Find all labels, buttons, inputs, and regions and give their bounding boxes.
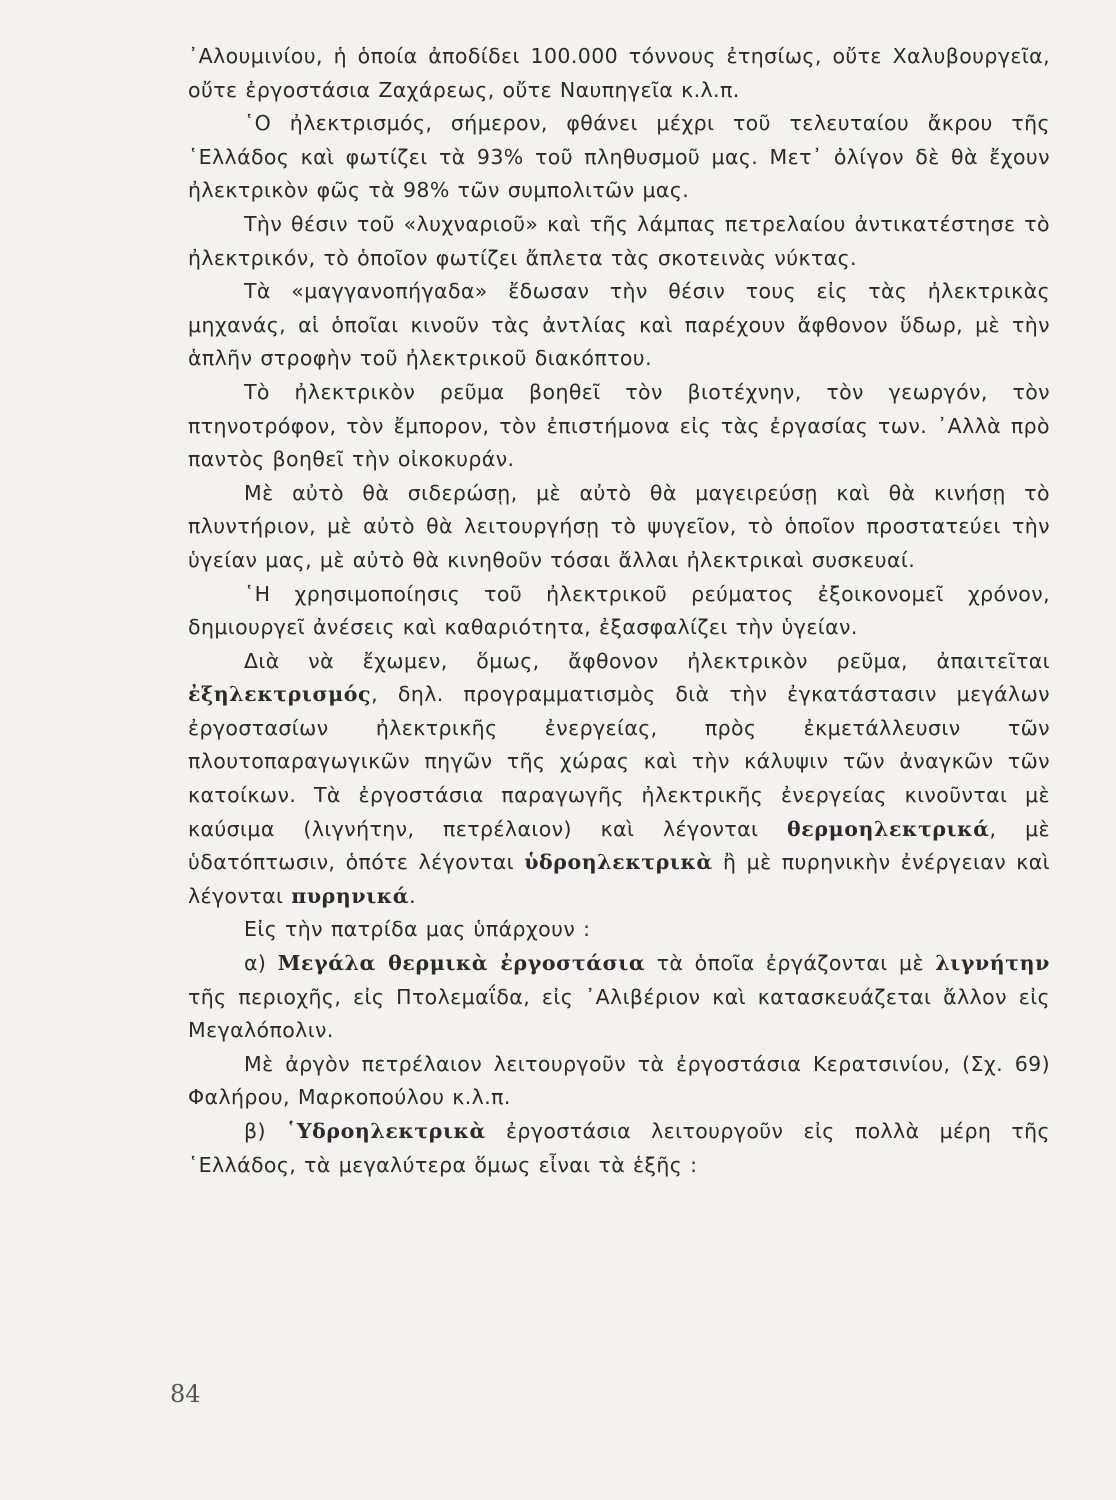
paragraph-5 — [188, 376, 1050, 477]
text-run: , δηλ. προγραμματισμὸς διὰ τὴν ἐγκατάστασιν μεγάλων ἐργοστασίων ἠλεκτρικῆς ἐνεργείας, πρὸς ἐκμετάλλευσιν τῶν πλουτοπαραγωγικῶν πηγῶν τῆς χώρας καὶ τὴν κάλυψιν τῶν ἀναγκῶν τῶν κατοίκων. Τὰ ἐργοστάσια παραγωγῆς ἠλεκτρικῆς ἐνεργείας κινοῦνται μὲ καύσιμα (λιγνήτην, πετρέλαιον) καὶ λέγονται — [188, 682, 1050, 841]
bold-term: λιγνήτην — [935, 951, 1051, 976]
text-run: ῾Ο ἠλεκτρισμός, σήμερον, φθάνει μέχρι τοῦ τελευταίου ἄκρου τῆς ῾Ελλάδος καὶ φωτίζει τὰ 93% τοῦ πληθυσμοῦ μας. Μετ᾽ ὀλίγον δὲ θὰ ἔχουν ἠλεκτρικὸν φῶς τὰ 98% τῶν συμπολιτῶν μας. — [188, 111, 1050, 203]
bold-term: πυρηνικά — [291, 883, 410, 908]
bold-term: θερμοηλεκτρικά — [787, 816, 990, 841]
text-run: Τὸ ἠλεκτρικὸν ρεῦμα βοηθεῖ τὸν βιοτέχνην, τὸν γεωργόν, τὸν πτηνοτρόφον, τὸν ἔμπορον, τὸν ἐπιστήμονα εἰς τὰς ἐργασίας των. ᾽Αλλὰ πρὸ παντὸς βοηθεῖ τὴν οἰκοκυράν. — [188, 379, 1050, 472]
paragraph-3 — [188, 208, 1050, 275]
text-run: Τὴν θέσιν τοῦ «λυχναριοῦ» καὶ τῆς λάμπας πετρελαίου ἀντικατέστησε τὸ ἠλεκτρικόν, τὸ ὁποῖον φωτίζει ἄπλετα τὰς σκοτεινὰς νύκτας. — [188, 211, 1050, 270]
text-run: τὰ ὁποῖα ἐργάζονται μὲ — [645, 951, 936, 976]
paragraph-1 — [188, 40, 1050, 107]
text-run: α) — [244, 951, 278, 976]
text-run: Μὲ αὐτὸ θὰ σιδερώσῃ, μὲ αὐτὸ θὰ μαγειρεύσῃ καὶ θὰ κινήσῃ τὸ πλυντήριον, μὲ αὐτὸ θὰ λειτουργήσῃ τὸ ψυγεῖον, τὸ ὁποῖον προστατεύει τὴν ὑγείαν μας, μὲ αὐτὸ θὰ κινηθοῦν τόσαι ἄλλαι ἠλεκτρικαὶ συσκευαί. — [188, 480, 1050, 572]
paragraph-2 — [188, 107, 1050, 208]
bold-term: ῾Υδροηλεκτρικὰ — [285, 1119, 486, 1143]
page-body — [188, 40, 1050, 1390]
text-run: β) — [244, 1119, 286, 1143]
text-run: . — [409, 883, 417, 908]
paragraph-7 — [188, 578, 1050, 645]
bold-term: ἐξηλεκτρισμός — [188, 682, 372, 707]
text-run: , μὲ ὑδατόπτωσιν, ὁπότε λέγονται — [188, 816, 1050, 875]
paragraph-8 — [188, 645, 1050, 914]
page-number: 84 — [170, 1380, 201, 1408]
paragraph-11 — [188, 1048, 1050, 1115]
text-run: ῾Η χρησιμοποίησις τοῦ ἠλεκτρικοῦ ρεύματος ἐξοικονομεῖ χρόνον, δημιουργεῖ ἀνέσεις καὶ καθαριότητα, ἐξασφαλίζει τὴν ὑγείαν. — [188, 581, 1050, 640]
paragraph-12 — [188, 1115, 1050, 1182]
text-run: Τὰ «μαγγανοπήγαδα» ἔδωσαν τὴν θέσιν τους εἰς τὰς ἠλεκτρικὰς μηχανάς, αἱ ὁποῖαι κινοῦν τὰς ἀντλίας καὶ παρέχουν ἄφθονον ὕδωρ, μὲ τὴν ἁπλῆν στροφὴν τοῦ ἠλεκτρικοῦ διακόπτου. — [188, 279, 1050, 371]
text-run: Εἰς τὴν πατρίδα μας ὑπάρχουν : — [244, 917, 591, 942]
bold-term: Μεγάλα θερμικὰ ἐργοστάσια — [277, 951, 646, 976]
text-run: ἢ μὲ πυρηνικὴν ἐνέργειαν καὶ λέγονται — [188, 850, 1050, 908]
text-run: Διὰ νὰ ἔχωμεν, ὅμως, ἄφθονον ἠλεκτρικὸν ρεῦμα, ἀπαιτεῖται — [244, 648, 1050, 673]
text-run: τῆς περιοχῆς, εἰς Πτολεμαΐδα, εἰς ᾽Αλιβέριον καὶ κατασκευάζεται ἄλλον εἰς Μεγαλόπολιν. — [188, 984, 1050, 1043]
bold-term: ὑδροηλεκτρικὰ — [524, 850, 713, 875]
paragraph-9 — [188, 913, 1050, 947]
paragraph-4 — [188, 275, 1050, 376]
text-run: ἐργοστάσια λειτουργοῦν εἰς πολλὰ μέρη τῆς ῾Ελλάδος, τὰ μεγαλύτερα ὅμως εἶναι τὰ ἑξῆς : — [188, 1119, 1050, 1177]
text-run: Μὲ ἀργὸν πετρέλαιον λειτουργοῦν τὰ ἐργοστάσια Κερατσινίου, (Σχ. 69) Φαλήρου, Μαρκοπούλου κ.λ.π. — [188, 1051, 1050, 1110]
text-run: ᾽Αλουμινίου, ἡ ὁποία ἀποδίδει 100.000 τόννους ἐτησίως, οὔτε Χαλυβουργεῖα, οὔτε ἐργοστάσια Ζαχάρεως, οὔτε Ναυπηγεῖα κ.λ.π. — [188, 44, 1050, 102]
paragraph-10 — [188, 947, 1050, 1048]
paragraph-6 — [188, 477, 1050, 578]
